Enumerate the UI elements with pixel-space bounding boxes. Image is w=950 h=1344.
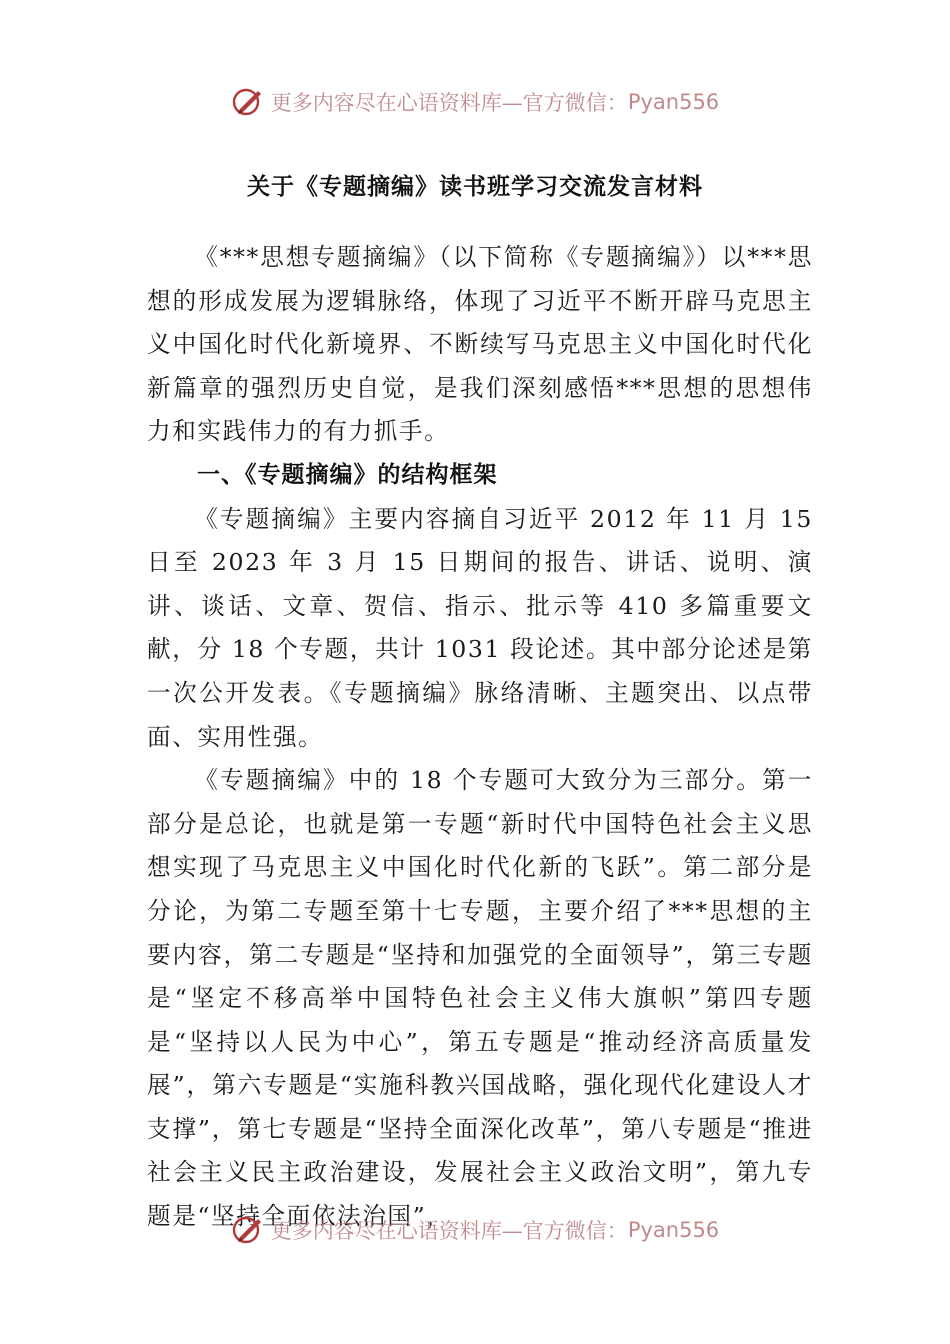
banner-text: 更多内容尽在心语资料库—官方微信：: [270, 91, 628, 115]
banner-wechat-id: Pyan556: [627, 1218, 720, 1242]
body-paragraph-3: 《专题摘编》中的 18 个专题可大致分为三部分。第一部分是总论，也就是第一专题“新时代中国特色社会主义思想实现了马克思主义中国化时代化新的飞跃”。第二部分是分论，为第二专题至第十七专题，主要介绍了***思想的主要内容，第二专题是“坚持和加强党的全面领导”，第三专题是“坚定不移高举中国特色社会主义伟大旗帜”第四专题是“坚持以人民为中心”，第五专题是“推动经济高质量发展”，第六专题是“实施科教兴国战略，强化现代化建设人才支撑”，第七专题是“坚持全面深化改革”，第八专题是“推进社会主义民主政治建设，发展社会主义政治文明”，第九专题是“坚持全面依法治国”，: [147, 766, 813, 1231]
document-title: 关于《专题摘编》读书班学习交流发言材料: [247, 174, 703, 200]
body-paragraph-2: 《专题摘编》主要内容摘自习近平 2012 年 11 月 15 日至 2023 年 3 月 15 日期间的报告、讲话、说明、演讲、谈话、文章、贺信、指示、批示等 410 多篇重要文献，分 18 个专题，共计 1031 段论述。其中部分论述是第一次公开发表。《专题摘编》脉络清晰、主题突出、以点带面、实用性强。: [147, 504, 813, 751]
section-heading-1: 一、《专题摘编》的结构框架: [197, 461, 498, 488]
banner-text: 更多内容尽在心语资料库—官方微信：: [270, 1219, 628, 1243]
pen-logo-icon: [231, 85, 265, 119]
intro-paragraph: 《***思想专题摘编》（以下简称《专题摘编》）以***思想的形成发展为逻辑脉络，体现了习近平不断开辟马克思主义中国化时代化新境界、不断续写马克思主义中国化时代化新篇章的强烈历史自觉，是我们深刻感悟***思想的思想伟力和实践伟力的有力抓手。: [147, 243, 813, 446]
header-watermark-banner: [0, 82, 950, 122]
pen-logo-icon: [231, 1213, 265, 1247]
document-body: [147, 236, 813, 1239]
banner-wechat-id: Pyan556: [627, 90, 720, 114]
footer-watermark-banner: [0, 1210, 950, 1250]
